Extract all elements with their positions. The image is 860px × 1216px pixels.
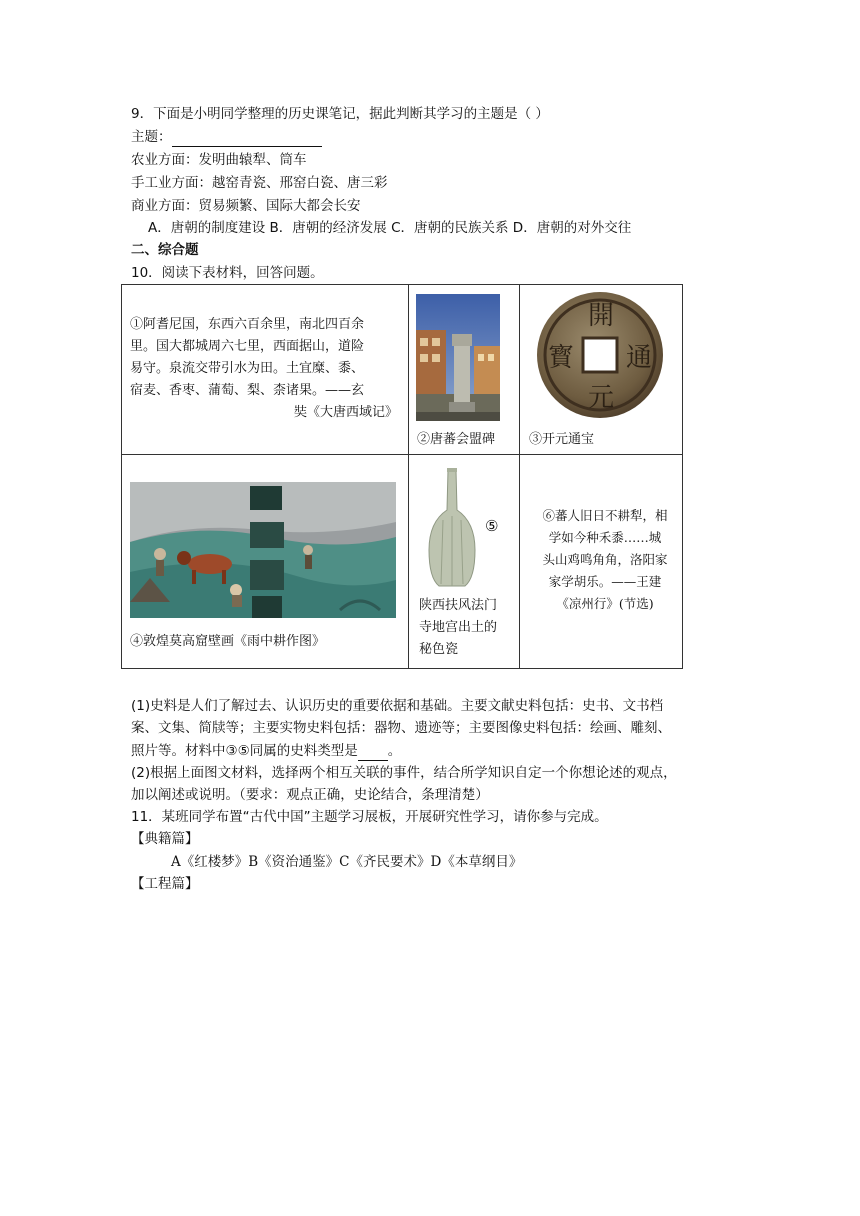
q9-topic-line <box>131 127 322 147</box>
m5-marker: ⑤ <box>485 517 499 535</box>
m6-line: 学如今种禾黍……城 <box>548 530 662 545</box>
m6-line: 头山鸡鸣角角，洛阳家 <box>542 552 668 567</box>
m1-line: ①阿耆尼国，东西六百余里，南北四百余 <box>130 317 365 332</box>
q10-sub1-answer-blank[interactable] <box>358 748 388 761</box>
coin-char-top: 開 <box>588 301 615 331</box>
m6-line: 家学胡乐。——王建 <box>548 574 662 589</box>
material-table <box>121 284 683 669</box>
m5-caption-line: 陕西扶风法门 <box>419 598 498 613</box>
q10-sub1-prompt: 照片等。材料中③⑤同属的史料类型是 <box>131 743 358 759</box>
m1-line: 里。国大都城周六七里，西面据山，道险 <box>130 339 365 354</box>
q10-sub1-line2: 案、文集、简牍等；主要实物史料包括：器物、遗迹等；主要图像史料包括：绘画、雕刻、 <box>131 720 671 736</box>
material-5-cell <box>409 455 520 669</box>
coin-char-bottom: 元 <box>588 383 615 413</box>
q10-stem: 10．阅读下表材料，回答问题。 <box>131 265 324 281</box>
m2-caption: ②唐蕃会盟碑 <box>417 432 496 447</box>
material-4-cell <box>122 455 409 669</box>
q10-sub2-line1: (2)根据上面图文材料，选择两个相互关联的事件，结合所学知识自定一个你想论述的观点， <box>131 765 677 781</box>
q10-sub1-line3 <box>131 741 401 761</box>
engineering-header: 【工程篇】 <box>131 876 199 892</box>
material-1-cell <box>122 285 409 455</box>
m6-line: ⑥蕃人旧日不耕犁，相 <box>542 508 668 523</box>
material-3-cell <box>520 285 683 455</box>
q9-agriculture: 农业方面：发明曲辕犁、筒车 <box>131 152 307 168</box>
m5-caption-line: 寺地宫出土的 <box>419 620 498 635</box>
m6-line: 《凉州行》(节选) <box>556 596 654 611</box>
classics-options[interactable]: A《红楼梦》B《资治通鉴》C《齐民要术》D《本草纲目》 <box>171 854 523 870</box>
q9-topic-blank[interactable] <box>172 132 322 147</box>
q11-stem: 11．某班同学布置“古代中国”主题学习展板，开展研究性学习，请你参与完成。 <box>131 809 608 825</box>
tang-tibet-stele-image <box>416 294 500 421</box>
material-6-cell <box>520 455 683 669</box>
q9-commerce: 商业方面：贸易频繁、国际大都会长安 <box>131 198 361 214</box>
q9-handicraft: 手工业方面：越窑青瓷、邢窑白瓷、唐三彩 <box>131 175 388 191</box>
m3-caption: ③开元通宝 <box>529 432 595 447</box>
kaiyuan-coin-image <box>530 289 670 421</box>
material-2-cell <box>409 285 520 455</box>
celadon-vase-image <box>417 466 487 590</box>
m1-line: 宿麦、香枣、蒲萄、梨、柰诸果。——玄 <box>130 383 365 398</box>
classics-header: 【典籍篇】 <box>131 831 199 847</box>
m5-caption-line: 秘色瓷 <box>419 642 459 657</box>
q10-sub1-line1: (1)史料是人们了解过去、认识历史的重要依据和基础。主要文献史料包括：史书、文书档 <box>131 698 664 714</box>
coin-char-right: 通 <box>626 343 653 373</box>
q9-stem: 9．下面是小明同学整理的历史课笔记，据此判断其学习的主题是（ ） <box>131 106 549 122</box>
dunhuang-mural-image <box>130 482 396 618</box>
section-title: 二、综合题 <box>131 242 199 258</box>
q9-options[interactable]: A．唐朝的制度建设 B．唐朝的经济发展 C．唐朝的民族关系 D．唐朝的对外交往 <box>148 220 632 236</box>
m1-line: 易守。泉流交带引水为田。土宜糜、黍、 <box>130 361 365 376</box>
coin-char-left: 寳 <box>548 343 575 373</box>
q9-topic-label: 主题： <box>131 129 172 145</box>
q10-sub1-end: 。 <box>387 743 402 759</box>
m1-line: 奘《大唐西域记》 <box>293 405 398 420</box>
m4-caption: ④敦煌莫高窟壁画《雨中耕作图》 <box>130 634 326 649</box>
q10-sub2-line2: 加以阐述或说明。（要求：观点正确，史论结合，条理清楚） <box>131 787 489 803</box>
